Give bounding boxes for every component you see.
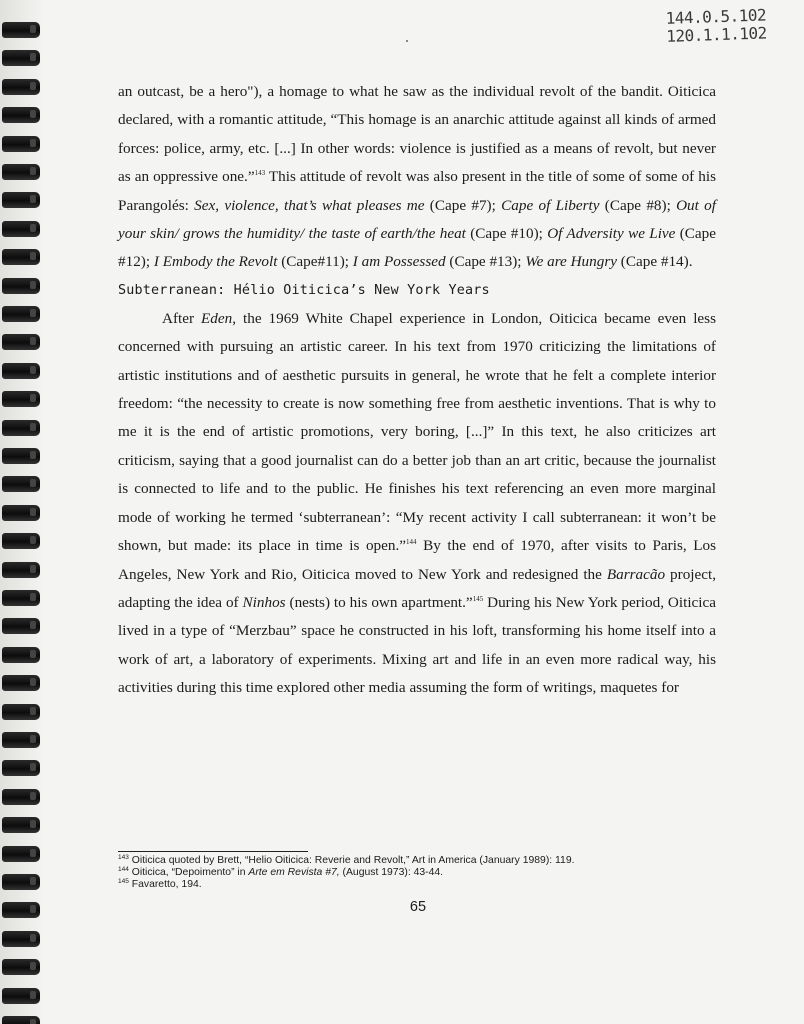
- text-run: (Cape #13);: [445, 253, 526, 271]
- footnote-ref: 143: [254, 169, 266, 178]
- paragraph-1: [118, 78, 716, 277]
- handwritten-line-2: 120.1.1.102: [665, 23, 768, 46]
- binding-ring: [2, 817, 40, 833]
- footnote-ref: 143: [118, 854, 129, 861]
- italic-title: I Embody the Revolt: [153, 253, 278, 271]
- section-heading: Subterranean: Hélio Oiticica’s New York Years: [118, 282, 490, 298]
- binding-ring: [2, 136, 40, 152]
- footnote-ref: 145: [118, 878, 129, 886]
- text-run: This attitude of revolt was also present in the title of some of some of his Parangolés:: [118, 168, 716, 214]
- binding-ring: [2, 675, 40, 691]
- binding-ring: [2, 874, 40, 890]
- binding-ring: [2, 505, 40, 521]
- page-number: 65: [409, 899, 427, 915]
- text-run: (Cape #8);: [599, 196, 677, 214]
- binding-ring: [2, 22, 40, 38]
- text-run: (August 1973): 43-44.: [339, 867, 444, 879]
- binding-ring: [2, 789, 40, 805]
- binding-ring: [2, 391, 40, 407]
- italic-title: Eden: [201, 309, 233, 327]
- italic-title: Sex, violence, that’s what pleases me: [194, 196, 425, 214]
- italic-title: Of Adversity we Live: [547, 225, 676, 243]
- binding-ring: [2, 79, 40, 95]
- text-run: After: [162, 309, 202, 327]
- binding-ring: [2, 278, 40, 294]
- footnotes: [118, 851, 716, 892]
- binding-ring: [2, 107, 40, 123]
- text-run: (Cape #7);: [424, 196, 502, 214]
- italic-title: We are Hungry: [525, 253, 617, 271]
- binding-ring: [2, 221, 40, 237]
- text-run: (nests) to his own apartment.”: [285, 593, 473, 611]
- text-run: Favaretto, 194.: [128, 879, 202, 891]
- binding-ring: [2, 704, 40, 720]
- binding-ring: [2, 192, 40, 208]
- italic-title: Arte em Revista #7,: [248, 867, 340, 879]
- binding-ring: [2, 959, 40, 975]
- binding-ring: [2, 420, 40, 436]
- binding-ring: [2, 732, 40, 748]
- text-run: (Cape #10);: [465, 225, 548, 243]
- footnote-ref: 145: [472, 594, 484, 603]
- text-run: By the end of 1970, after visits to Paris, Los Angeles, New York and Rio, Oiticica moved to New York and redesigned the: [118, 537, 717, 583]
- binding-ring: [2, 306, 40, 322]
- speck: [406, 40, 408, 42]
- binding-ring: [2, 931, 40, 947]
- binding-ring: [2, 618, 40, 634]
- spiral-binding: [0, 0, 44, 1024]
- text-run: , the 1969 White Chapel experience in London, Oiticica became even less concerned with pursuing an artistic career. In his text from 1970 criticizing the limitations of artistic institutions and of aesthetic pursuits in general, he wrote that he felt a complete interior freedom: “the necessity to create is now something free from aesthetic inventions. That is why to me it is the end of artistic promotions, very boring, [...]” In this text, he also criticizes art criticism, saying that a good journalist can do a better job than an art critic, because the journalist is connected to life and to the public. He finishes his text referencing an even more marginal mode of working he termed ‘subterranean’: “My recent activity I call subterranean: it won’t be shown, but made: its place in time is open.”: [118, 309, 716, 555]
- binding-ring: [2, 846, 40, 862]
- body-text: [118, 78, 716, 703]
- binding-ring: [2, 1016, 40, 1024]
- binding-ring: [2, 988, 40, 1004]
- text-run: (Cape #14).: [617, 253, 693, 271]
- text-run: During his New York period, Oiticica lived in a type of “Merzbau” space he constructed in his loft, transforming his home itself into a work of art, a laboratory of experiments. Mixing art and life in an even more radical way, his activities during this time explored other media assuming the form of writings, maquetes for: [118, 593, 716, 697]
- footnote-144: [118, 867, 716, 879]
- binding-ring: [2, 164, 40, 180]
- footnote-ref: 144: [406, 538, 417, 547]
- text-run: project, adapting the idea of: [118, 565, 717, 611]
- binding-ring: [2, 562, 40, 578]
- binding-ring: [2, 334, 40, 350]
- handwritten-call-number: [665, 6, 776, 46]
- handwritten-line-1: 144.0.5.102: [665, 5, 767, 28]
- italic-title: I am Possessed: [352, 253, 446, 271]
- binding-ring: [2, 476, 40, 492]
- text-run: (Cape#11);: [277, 253, 353, 271]
- text-run: (Cape #12);: [118, 225, 717, 271]
- text-run: Oiticica quoted by Brett, “Helio Oiticica: Reverie and Revolt,” Art in America (January 1989): 119.: [128, 855, 575, 866]
- binding-ring: [2, 902, 40, 918]
- text-run: Oiticica, “Depoimento” in: [128, 867, 249, 879]
- italic-title: Out of your skin/ grows the humidity/ the taste of earth/the heat: [118, 196, 716, 243]
- binding-ring: [2, 760, 40, 776]
- footnote-ref: 144: [118, 866, 129, 874]
- italic-title: Barracão: [606, 565, 666, 583]
- binding-ring: [2, 50, 40, 66]
- binding-ring: [2, 590, 40, 606]
- binding-ring: [2, 533, 40, 549]
- paragraph-2: [118, 305, 716, 703]
- footnote-rule: [118, 851, 308, 852]
- text-run: an outcast, be a hero"), a homage to what he saw as the individual revolt of the bandit. Oiticica declared, with a romantic attitude, “This homage is an anarchic attitude against all kinds of armed forces: police, army, etc. [...] In other words: violence is justified as a means of revolt, but never as an oppressive one.”: [118, 83, 716, 186]
- footnote-143: [118, 855, 716, 867]
- binding-ring: [2, 249, 40, 265]
- italic-title: Cape of Liberty: [501, 196, 600, 214]
- binding-ring: [2, 448, 40, 464]
- binding-ring: [2, 363, 40, 379]
- italic-title: Ninhos: [242, 593, 286, 611]
- footnote-145: [118, 879, 716, 891]
- binding-ring: [2, 647, 40, 663]
